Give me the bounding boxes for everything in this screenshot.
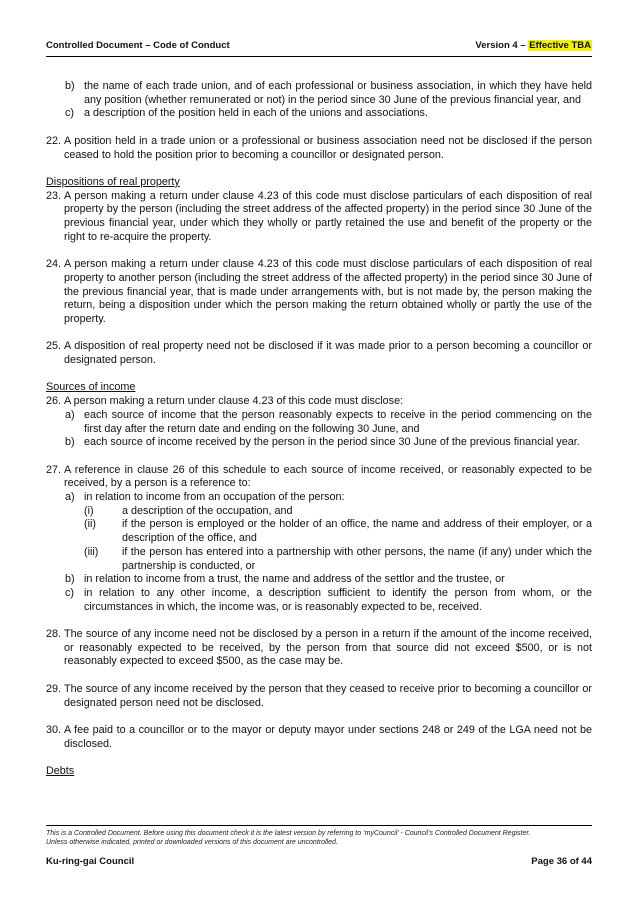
clause-number: 29. — [46, 682, 62, 695]
clause-number: 30. — [46, 723, 62, 736]
list-item — [46, 436, 592, 450]
section-heading-debts: Debts — [46, 765, 75, 777]
list-item — [46, 491, 592, 505]
section-heading-real-property: Dispositions of real property — [46, 175, 180, 188]
list-marker: (ii) — [84, 518, 96, 531]
clause-24 — [46, 258, 592, 327]
list-item — [46, 80, 592, 107]
clause-25 — [46, 340, 592, 367]
clause-text: A person making a return under clause 4.23 of this code must disclose particulars of each disposition of real property to another person (including the street address of the affected property) in the period since 30 June of the previous financial year, that is made under arrangements with, but is not made by, the person making the return, being a disposition under which the person making the return obtained wholly or partly the use of the property. — [64, 258, 592, 325]
footer-rule — [46, 825, 592, 826]
clause-number: 28. — [46, 628, 62, 641]
clause-text: A person making a return under clause 4.23 of this code must disclose: — [64, 395, 404, 408]
clause-text: The source of any income need not be disclosed by a person in a return if the amount of the income received, or reasonably expected to be received, by the person from that source did not exceed $500, or is not reasonably expected to exceed $500, as the case may be. — [64, 628, 592, 668]
clause-number: 24. — [46, 258, 62, 271]
header-rule — [46, 56, 592, 57]
list-marker: b) — [65, 436, 75, 449]
clause-26 — [46, 395, 592, 409]
clause-27 — [46, 464, 592, 491]
list-text: each source of income received by the person in the period since 30 June of the previous financial year. — [84, 436, 580, 449]
disclaimer-line-1: This is a Controlled Document. Before using this document check it is the latest version by referring to ‘myCouncil’ - Council’s Controlled Document Register. — [46, 830, 531, 837]
list-item — [46, 409, 592, 436]
sub-list-item — [46, 505, 592, 519]
disclaimer-line-2: Unless otherwise indicated, printed or downloaded versions of this document are uncontrolled. — [46, 839, 338, 846]
sub-list-item — [46, 546, 592, 573]
list-text: each source of income that the person reasonably expects to receive in the period commencing on the first day after the return date and ending on the following 30 June, and — [84, 408, 592, 435]
clause-number: 22. — [46, 134, 62, 147]
list-item — [46, 573, 592, 587]
clause-29 — [46, 683, 592, 710]
list-marker: a) — [65, 408, 75, 421]
list-marker: b) — [65, 573, 75, 586]
page-header — [46, 40, 592, 54]
clause-number: 26. — [46, 395, 62, 408]
version-label — [475, 40, 592, 51]
list-text: a description of the occupation, and — [122, 504, 293, 517]
clause-text: A disposition of real property need not be disclosed if it was made prior to a person becoming a councillor or designated person. — [64, 340, 592, 366]
list-marker: (i) — [84, 504, 94, 517]
sub-list-item — [46, 518, 592, 545]
clause-text: A person making a return under clause 4.23 of this code must disclose particulars of each disposition of real property by the person (including the street address of the affected property) in the period since 30 June of the previous financial year, under which they wholly or partly retained the use and benefit of the property or the right to re-acquire the property. — [64, 189, 592, 243]
clause-number: 23. — [46, 189, 62, 202]
list-text: the name of each trade union, and of each professional or business association, in which they have held any position (whether remunerated or not) in the period since 30 June of the previous financial year, and — [84, 80, 592, 106]
list-text: if the person is employed or the holder of an office, the name and address of their employer, or a description of the office, and — [122, 518, 592, 545]
list-text: a description of the position held in each of the unions and associations. — [84, 107, 428, 120]
document-title: Controlled Document – Code of Conduct — [46, 40, 230, 51]
list-marker: c) — [65, 586, 74, 599]
list-marker: (iii) — [84, 545, 99, 558]
clause-23 — [46, 190, 592, 245]
list-text: in relation to income from an occupation of the person: — [84, 491, 345, 503]
list-text: in relation to income from a trust, the name and address of the settlor and the trustee, or — [84, 573, 505, 586]
organisation-name: Ku-ring-gai Council — [46, 856, 135, 867]
list-marker: c) — [65, 107, 74, 120]
clause-30 — [46, 724, 592, 751]
document-body — [46, 80, 592, 779]
list-text: if the person has entered into a partnership with other persons, the name (if any) under which the partnership is conducted, or — [122, 545, 592, 572]
clause-number: 27. — [46, 463, 62, 476]
list-marker: a) — [65, 491, 75, 503]
clause-text: A position held in a trade union or a professional or business association need not be disclosed if the person ceased to hold the position prior to becoming a councillor or designated person. — [64, 134, 592, 161]
version-text: Version 4 – — [475, 40, 529, 51]
controlled-document-disclaimer — [46, 829, 592, 847]
list-marker: b) — [65, 80, 75, 92]
clause-number: 25. — [46, 340, 62, 353]
clause-text: A reference in clause 26 of this schedule to each source of income received, or reasonably expected to be received, by a person is a reference to: — [64, 463, 592, 490]
effective-highlight: Effective TBA — [529, 40, 591, 51]
clause-text: A fee paid to a councillor or to the mayor or deputy mayor under sections 248 or 249 of the LGA need not be disclosed. — [64, 723, 592, 750]
list-item — [46, 587, 592, 614]
section-heading-income: Sources of income — [46, 381, 136, 394]
clause-text: The source of any income received by the person that they ceased to receive prior to becoming a councillor or designated person need not be disclosed. — [64, 682, 592, 709]
list-text: in relation to any other income, a description sufficient to identify the person from whom, or the circumstances in which, the income was, or is reasonably expected to be, received. — [84, 586, 592, 613]
list-item — [46, 107, 592, 121]
page-number: Page 36 of 44 — [531, 856, 592, 867]
clause-22 — [46, 135, 592, 162]
clause-28 — [46, 628, 592, 669]
